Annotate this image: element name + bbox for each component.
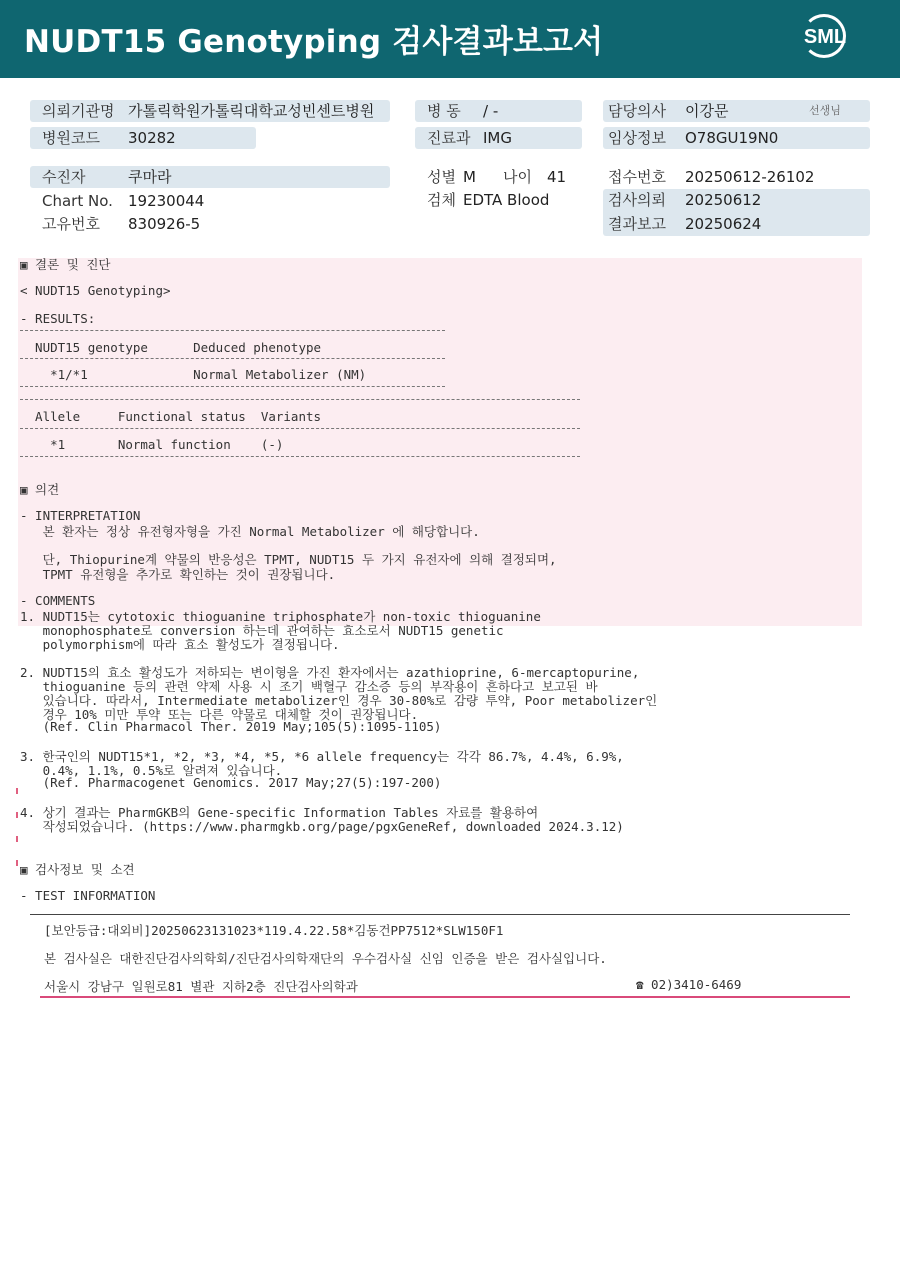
interpretation-line: TPMT 유전형을 추가로 확인하는 것이 권장됩니다.	[20, 567, 336, 582]
clinical-label: 임상정보	[608, 129, 666, 147]
chart-row	[30, 190, 390, 212]
report-value: 20250624	[685, 215, 762, 233]
unique-label: 고유번호	[42, 215, 100, 233]
comment-line: 4. 상기 결과는 PharmGKB의 Gene-specific Information Tables 자료를 활용하여	[20, 805, 539, 820]
certification-line: 본 검사실은 대한진단검사의학회/진단검사의학재단의 우수검사실 신임 인증을 받은 검사실입니다.	[44, 951, 607, 966]
institution-value: 가톨릭학원가톨릭대학교성빈센트병원	[128, 102, 375, 120]
receipt-label: 접수번호	[608, 168, 666, 186]
footer-divider	[30, 914, 850, 915]
divider	[20, 428, 580, 429]
interpretation-label: - INTERPRETATION	[20, 508, 141, 523]
section-conclusion-title: ▣ 결론 및 진단	[20, 257, 111, 272]
divider	[20, 386, 445, 387]
clinical-value: O78GU19N0	[685, 129, 779, 147]
sml-logo	[798, 14, 852, 64]
table1-header: NUDT15 genotype Deduced phenotype	[20, 340, 322, 355]
hospital-code-row	[30, 127, 256, 149]
name-row	[30, 166, 390, 188]
unique-value: 830926-5	[128, 215, 201, 233]
test-name: < NUDT15 Genotyping>	[20, 283, 171, 298]
comment-line: (Ref. Clin Pharmacol Ther. 2019 May;105(5):1095-1105)	[20, 719, 442, 734]
divider	[20, 399, 580, 400]
interpretation-line: 본 환자는 정상 유전형자형을 가진 Normal Metabolizer 에 해당합니다.	[20, 524, 480, 539]
comment-line: 경우 10% 미만 투약 또는 다른 약물로 대체할 것이 권장됩니다.	[20, 707, 419, 722]
comment-line: monophosphate로 conversion 하는데 관여하는 효소로서 NUDT15 genetic	[20, 623, 504, 638]
receipt-row	[603, 166, 870, 188]
clinical-row	[603, 127, 870, 149]
comment-line: 있습니다. 따라서, Intermediate metabolizer인 경우 30-80%로 감량 투약, Poor metabolizer인	[20, 693, 658, 708]
section-opinion-title: ▣ 의견	[20, 482, 60, 497]
lab-address: 서울시 강남구 일원로81 별관 지하2층 진단검사의학과	[44, 979, 358, 994]
divider	[20, 456, 580, 457]
chart-label: Chart No.	[42, 192, 113, 210]
dates-box	[603, 189, 870, 236]
department-label: 진료과	[427, 129, 471, 147]
margin-mark	[16, 860, 18, 866]
report-title: NUDT15 Genotyping 검사결과보고서	[24, 24, 604, 60]
comment-line: 작성되었습니다. (https://www.pharmgkb.org/page/pgxGeneRef, downloaded 2024.3.12)	[20, 819, 624, 834]
unique-row	[30, 213, 390, 235]
hospital-code-label: 병원코드	[42, 129, 100, 147]
comment-line: 1. NUDT15는 cytotoxic thioguanine triphosphate가 non-toxic thioguanine	[20, 609, 541, 624]
sex-value: M	[463, 168, 476, 186]
margin-mark	[16, 836, 18, 842]
doctor-value: 이강문	[685, 102, 729, 120]
table2-header: Allele Functional status Variants	[20, 409, 322, 424]
request-label: 검사의뢰	[608, 191, 666, 209]
margin-mark	[16, 788, 18, 794]
comment-line: (Ref. Pharmacogenet Genomics. 2017 May;27(5):197-200)	[20, 775, 442, 790]
lab-phone: ☎ 02)3410-6469	[636, 977, 742, 992]
comment-line: 0.4%, 1.1%, 0.5%로 알려져 있습니다.	[20, 763, 283, 778]
report-header	[0, 0, 900, 78]
ward-row	[415, 100, 582, 122]
divider	[20, 358, 445, 359]
results-label: - RESULTS:	[20, 311, 96, 326]
receipt-value: 20250612-26102	[685, 168, 815, 186]
doctor-suffix: 선생님	[809, 104, 841, 117]
table1-row: *1/*1 Normal Metabolizer (NM)	[20, 367, 367, 382]
hospital-code-value: 30282	[128, 129, 176, 147]
specimen-row	[415, 189, 585, 211]
doctor-row	[603, 100, 870, 122]
name-label: 수진자	[42, 168, 86, 186]
specimen-value: EDTA Blood	[463, 191, 550, 209]
sex-label: 성별	[427, 168, 456, 186]
security-line: [보안등급:대외비]20250623131023*119.4.22.58*김동건PP7512*SLW150F1	[44, 923, 504, 938]
institution-row	[30, 100, 390, 122]
test-info-label: - TEST INFORMATION	[20, 888, 156, 903]
request-value: 20250612	[685, 191, 762, 209]
department-row	[415, 127, 582, 149]
ward-label: 병 동	[427, 102, 461, 120]
report-label: 결과보고	[608, 215, 666, 233]
sex-age-row	[415, 166, 585, 188]
name-value: 쿠마라	[128, 168, 172, 186]
comment-line: 3. 한국인의 NUDT15*1, *2, *3, *4, *5, *6 allele frequency는 각각 86.7%, 4.4%, 6.9%,	[20, 749, 624, 764]
margin-mark	[16, 812, 18, 818]
age-label: 나이	[503, 168, 532, 186]
section-testinfo-title: ▣ 검사정보 및 소견	[20, 862, 135, 877]
specimen-label: 검체	[427, 191, 456, 209]
chart-value: 19230044	[128, 192, 205, 210]
ward-value: / -	[483, 102, 499, 120]
department-value: IMG	[483, 129, 512, 147]
footer-accent-line	[40, 996, 850, 998]
doctor-label: 담당의사	[608, 102, 666, 120]
comment-line: polymorphism에 따라 효소 활성도가 결정됩니다.	[20, 637, 340, 652]
age-value: 41	[547, 168, 567, 186]
comment-line: 2. NUDT15의 효소 활성도가 저하되는 변이형을 가진 환자에서는 azathioprine, 6-mercaptopurine,	[20, 665, 640, 680]
comments-label: - COMMENTS	[20, 593, 96, 608]
institution-label: 의뢰기관명	[42, 102, 115, 120]
interpretation-line: 단, Thiopurine계 약물의 반응성은 TPMT, NUDT15 두 가지 유전자에 의해 결정되며,	[20, 552, 557, 567]
logo-text: SML	[803, 26, 847, 48]
divider	[20, 330, 445, 331]
table2-row: *1 Normal function (-)	[20, 437, 284, 452]
comment-line: thioguanine 등의 관련 약제 사용 시 조기 백혈구 감소증 등의 부작용이 흔하다고 보고된 바	[20, 679, 598, 694]
